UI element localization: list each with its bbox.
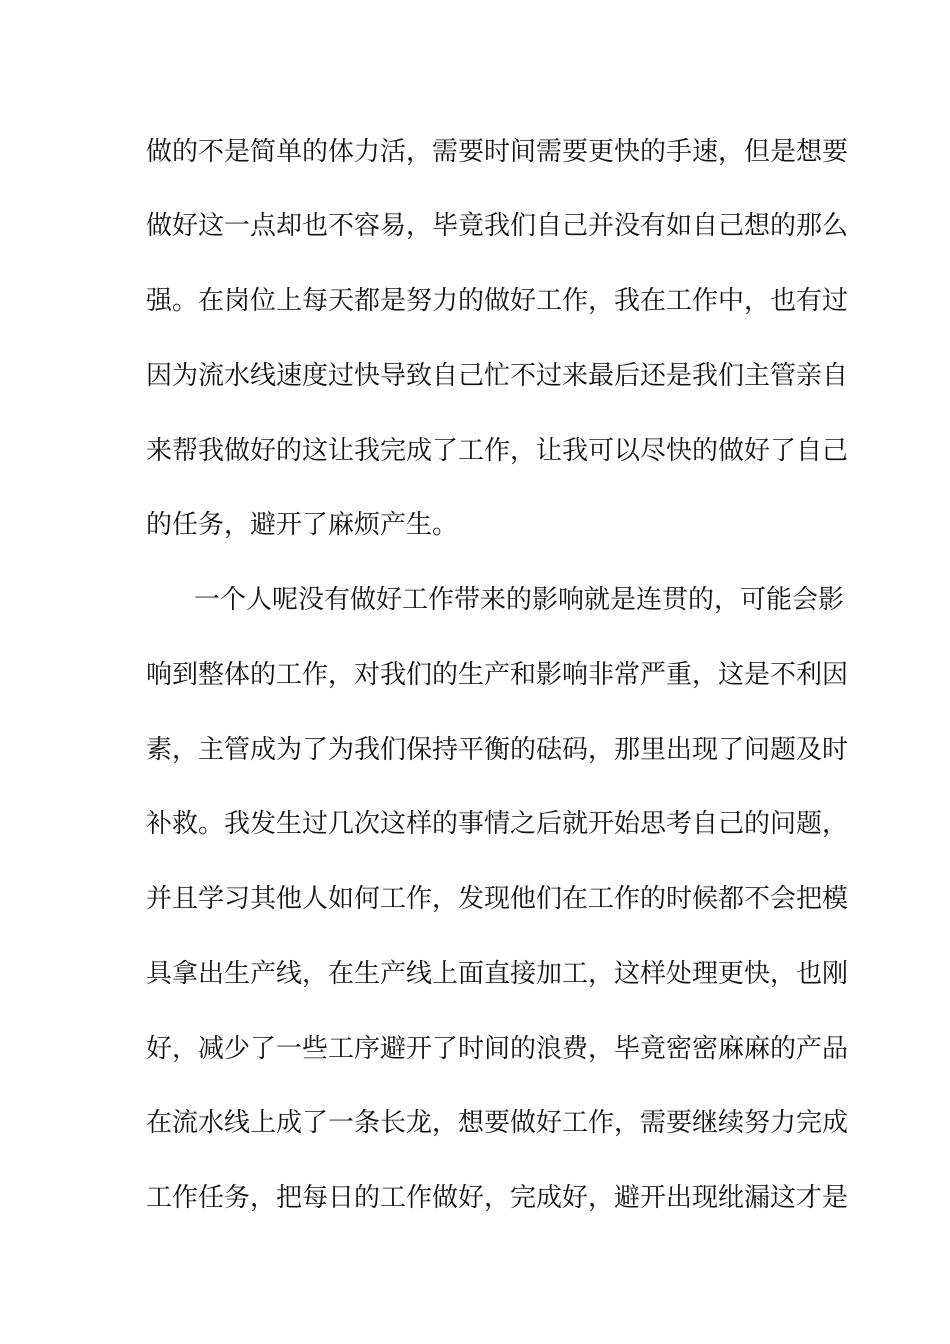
- text-line: 并且学习其他人如何工作，发现他们在工作的时候都不会把模: [146, 884, 849, 914]
- text-line: 素，主管成为了为我们保持平衡的砝码，那里出现了问题及时: [146, 735, 849, 765]
- paragraph-first-line: 一个人呢没有做好工作带来的影响就是连贯的，可能会影: [194, 585, 845, 615]
- text-line: 做的不是简单的体力活，需要时间需要更快的手速，但是想要: [146, 137, 849, 167]
- text-line: 响到整体的工作，对我们的生产和影响非常严重，这是不利因: [146, 660, 849, 690]
- text-line: 工作任务，把每日的工作做好，完成好，避开出现纰漏这才是: [146, 1183, 849, 1213]
- text-line: 因为流水线速度过快导致自己忙不过来最后还是我们主管亲自: [146, 361, 849, 391]
- text-line: 在流水线上成了一条长龙，想要做好工作，需要继续努力完成: [146, 1108, 849, 1138]
- text-line: 好，减少了一些工序避开了时间的浪费，毕竟密密麻麻的产品: [146, 1034, 849, 1064]
- text-line: 具拿出生产线，在生产线上面直接加工，这样处理更快，也刚: [146, 959, 849, 989]
- text-line: 强。在岗位上每天都是努力的做好工作，我在工作中，也有过: [146, 286, 849, 316]
- text-line: 的任务，避开了麻烦产生。: [146, 510, 459, 540]
- text-line: 来帮我做好的这让我完成了工作，让我可以尽快的做好了自己: [146, 436, 849, 466]
- text-line: 做好这一点却也不容易，毕竟我们自己并没有如自己想的那么: [146, 211, 849, 241]
- text-line: 补救。我发生过几次这样的事情之后就开始思考自己的问题，: [146, 809, 849, 839]
